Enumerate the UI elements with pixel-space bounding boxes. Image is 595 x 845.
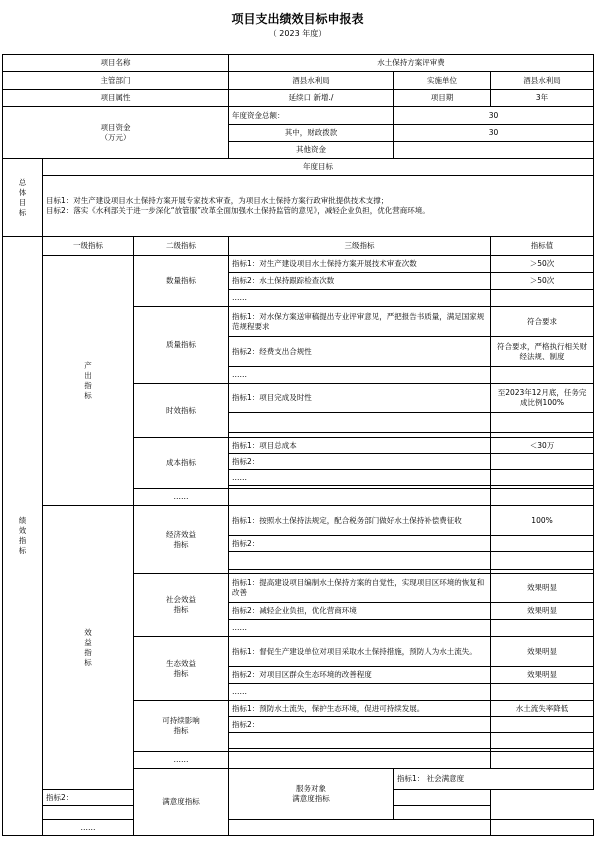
cost-value-2 [491, 454, 594, 470]
quality-label: 质量指标 [134, 307, 229, 384]
overall-goal-label: 总 体 目 标 [3, 159, 43, 237]
funds-fiscal-value: 30 [394, 125, 594, 142]
year-goal-label: 年度目标 [43, 159, 594, 176]
output-ellipsis-value [491, 489, 594, 506]
form-title: 项目支出绩效目标申报表 [231, 12, 364, 26]
quality-value-1: 符合要求 [491, 307, 594, 337]
goal-2: 目标2：落实《水利部关于进一步深化“放管服”改革全面加强水土保持监管的意见》，减轻企业负担，优化营商环境。 [46, 206, 430, 215]
eco-value-2: 效果明显 [491, 667, 594, 684]
service-indicator-2: 指标2： [43, 790, 229, 806]
satisfaction-label: 满意度指标 [134, 769, 229, 836]
timeliness-indicator-1: 指标1：项目完成及时性 [229, 384, 491, 413]
economic-value-3 [491, 552, 594, 570]
service-row-3 [43, 806, 229, 820]
social-value-3 [491, 620, 594, 637]
economic-indicator-1: 指标1：按照水土保持法规定，配合税务部门做好水土保持补偿费征收 [229, 506, 491, 536]
service-label: 服务对象 满意度指标 [229, 769, 394, 820]
quality-indicator-1: 指标1：对水保方案送审稿提出专业评审意见，严把报告书质量，满足国家规范规程要求 [229, 307, 491, 337]
eco-label: 生态效益 指标 [134, 637, 229, 701]
quantity-indicator-2: 指标2：水土保持跟踪检查次数 [229, 273, 491, 290]
output-ellipsis-row [229, 489, 491, 506]
economic-value-1: 100% [491, 506, 594, 536]
goal-1: 目标1：对生产建设项目水土保持方案开展专家技术审查，为项目水土保持方案行政审批提供技术支撑； [46, 196, 389, 205]
quality-ellipsis: …… [229, 367, 491, 384]
economic-row-3 [229, 552, 491, 570]
social-value-1: 效果明显 [491, 574, 594, 603]
period-label: 项目期 [394, 90, 491, 107]
dept-label: 主管部门 [3, 72, 229, 90]
impl-label: 实施单位 [394, 72, 491, 90]
service-value-2 [394, 790, 491, 806]
quantity-label: 数量指标 [134, 256, 229, 307]
overall-goal-text [43, 176, 594, 237]
quantity-indicator-1: 指标1：对生产建设项目水土保持方案开展技术审查次数 [229, 256, 491, 273]
period-value: 3年 [491, 90, 594, 107]
service-value-3 [394, 806, 491, 820]
output-indicator-label: 产 出 指 标 [43, 256, 134, 506]
cost-label: 成本指标 [134, 438, 229, 489]
sustain-indicator-2: 指标2： [229, 717, 491, 733]
cost-indicator-2: 指标2： [229, 454, 491, 470]
social-value-2: 效果明显 [491, 603, 594, 620]
cost-value-1: ＜30万 [491, 438, 594, 454]
economic-value-2 [491, 536, 594, 552]
funds-total-value: 30 [394, 107, 594, 125]
social-indicator-1: 指标1：提高建设项目编制水土保持方案的自觉性，实现项目区环境的恢复和改善 [229, 574, 491, 603]
timeliness-value-1: 至2023年12月底，任务完成比例100% [491, 384, 594, 413]
eco-value-3 [491, 684, 594, 701]
timeliness-row-2 [229, 413, 491, 433]
eco-value-1: 效果明显 [491, 637, 594, 667]
year-line: （ 2023 年度） [268, 29, 327, 38]
social-label: 社会效益 指标 [134, 574, 229, 637]
impl-value: 酒县水利局 [491, 72, 594, 90]
economic-label: 经济效益 指标 [134, 506, 229, 574]
quality-value-3 [491, 367, 594, 384]
col-level1: 一级指标 [43, 237, 134, 256]
application-form-table [2, 54, 594, 836]
sustain-value-3 [491, 733, 594, 749]
quantity-ellipsis: …… [229, 290, 491, 307]
service-indicator-1: 指标1： 社会满意度 [394, 769, 594, 790]
effect-indicator-label: 效 益 指 标 [43, 506, 134, 790]
satisfaction-ellipsis-value [491, 820, 594, 836]
sustain-indicator-1: 指标1：预防水土流失，保护生态环境，促进可持续发展。 [229, 701, 491, 717]
satisfaction-ellipsis: …… [43, 820, 134, 836]
funds-total-label: 年度资金总额： [229, 107, 394, 125]
funds-label: 项目资金 （万元） [3, 107, 229, 159]
timeliness-label: 时效指标 [134, 384, 229, 438]
perf-label: 绩 效 指 标 [3, 237, 43, 836]
dept-value: 酒县水利局 [229, 72, 394, 90]
cost-indicator-1: 指标1：项目总成本 [229, 438, 491, 454]
eco-indicator-2: 指标2：对项目区群众生态环境的改善程度 [229, 667, 491, 684]
project-name-value: 水土保持方案评审费 [229, 55, 594, 72]
funds-other-value [394, 142, 594, 159]
satisfaction-ellipsis-row [229, 820, 491, 836]
sustain-value-1: 水土流失率降低 [491, 701, 594, 717]
quantity-value-1: ＞50次 [491, 256, 594, 273]
social-ellipsis: …… [229, 620, 491, 637]
funds-fiscal-label: 其中，财政拨款 [229, 125, 394, 142]
col-level3: 三级指标 [229, 237, 491, 256]
quantity-value-2: ＞50次 [491, 273, 594, 290]
sustain-value-2 [491, 717, 594, 733]
output-ellipsis: …… [134, 489, 229, 506]
project-name-label: 项目名称 [3, 55, 229, 72]
quality-value-2: 符合要求，严格执行相关财经法规、制度 [491, 337, 594, 367]
col-value: 指标值 [491, 237, 594, 256]
effect-ellipsis-row [229, 752, 491, 769]
sustain-label: 可持续影响 指标 [134, 701, 229, 752]
effect-ellipsis-value [491, 752, 594, 769]
effect-ellipsis: …… [134, 752, 229, 769]
eco-ellipsis: …… [229, 684, 491, 701]
social-indicator-2: 指标2：减轻企业负担，优化营商环境 [229, 603, 491, 620]
col-level2: 二级指标 [134, 237, 229, 256]
quality-indicator-2: 指标2：经费支出合规性 [229, 337, 491, 367]
attr-label: 项目属性 [3, 90, 229, 107]
cost-value-3 [491, 470, 594, 486]
eco-indicator-1: 指标1：督促生产建设单位对项目采取水土保持措施，预防人为水土流失。 [229, 637, 491, 667]
quantity-value-3 [491, 290, 594, 307]
economic-indicator-2: 指标2： [229, 536, 491, 552]
timeliness-value-2 [491, 413, 594, 433]
funds-other-label: 其他资金 [229, 142, 394, 159]
sustain-row-3 [229, 733, 491, 749]
attr-value: 延续口 新增./ [229, 90, 394, 107]
cost-ellipsis: …… [229, 470, 491, 486]
